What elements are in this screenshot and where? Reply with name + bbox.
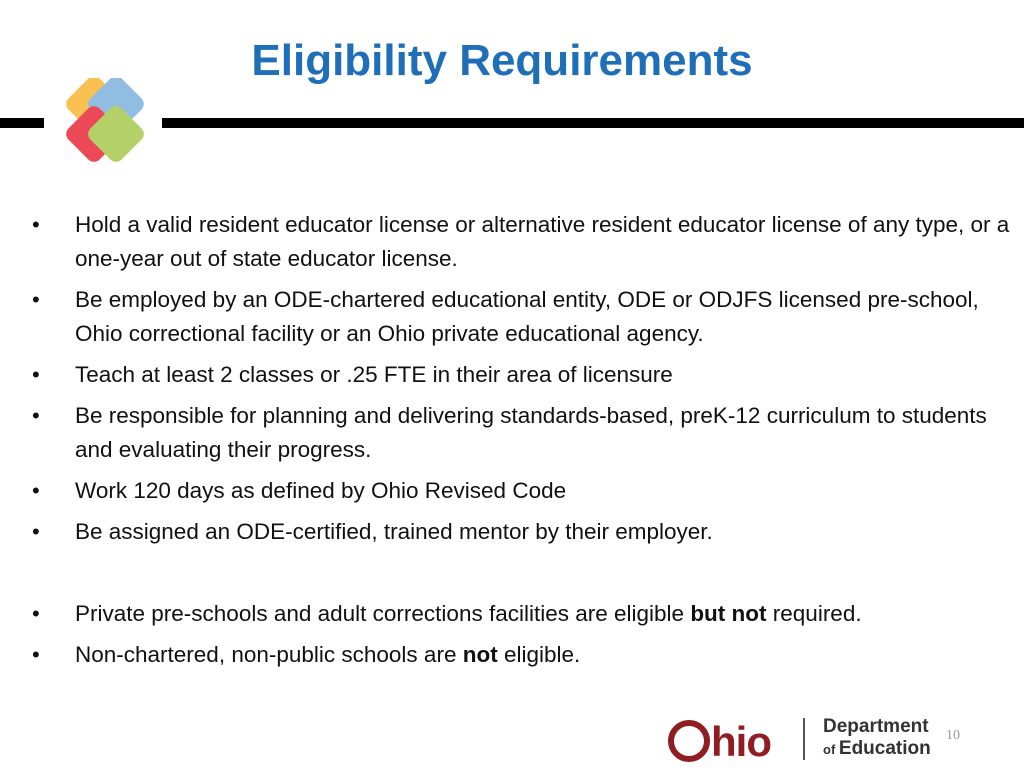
list-item: • Hold a valid resident educator license or alternative resident educator license of any type, or a one-year out of state educator license. [32,208,1022,276]
list-item: • Teach at least 2 classes or .25 FTE in their area of licensure [32,358,1022,392]
list-item-text: required. [766,601,862,626]
department-text [823,716,931,761]
list-item: • Be responsible for planning and delivering standards-based, preK-12 curriculum to students and evaluating their progress. [32,399,1022,467]
ode-diamond-logo-icon [44,78,162,174]
header-rule-left [0,118,44,128]
list-item-emphasis: but not [690,601,767,626]
requirements-list [32,208,1022,679]
department-of: of [823,742,839,757]
department-education: Education [838,738,931,759]
list-item: • Be employed by an ODE-chartered educational entity, ODE or ODJFS licensed pre-school, Ohio correctional facility or an Ohio private educational agency. [32,283,1022,351]
list-item-text: Private pre-schools and adult corrections facilities are eligible [75,601,691,626]
department-line: Department [823,716,929,737]
page-number: 10 [946,728,960,743]
list-item-text: eligible. [497,642,581,667]
list-item-emphasis: not [462,642,498,667]
list-item [32,638,1022,672]
logo-divider [803,718,805,760]
ohio-o-ring-icon [668,720,710,762]
list-item [32,597,1022,631]
list-item: • Be assigned an ODE-certified, trained mentor by their employer. [32,515,1022,549]
list-spacer [32,556,1022,590]
list-item: • Work 120 days as defined by Ohio Revised Code [32,474,1022,508]
ohio-wordmark [668,718,771,766]
ohio-department-of-education-logo [668,714,943,764]
list-item-text: Non-chartered, non-public schools are [75,642,463,667]
slide-title: Eligibility Requirements [251,36,753,85]
ohio-wordmark-text: hio [711,718,771,765]
header-rule-right [162,118,1024,128]
